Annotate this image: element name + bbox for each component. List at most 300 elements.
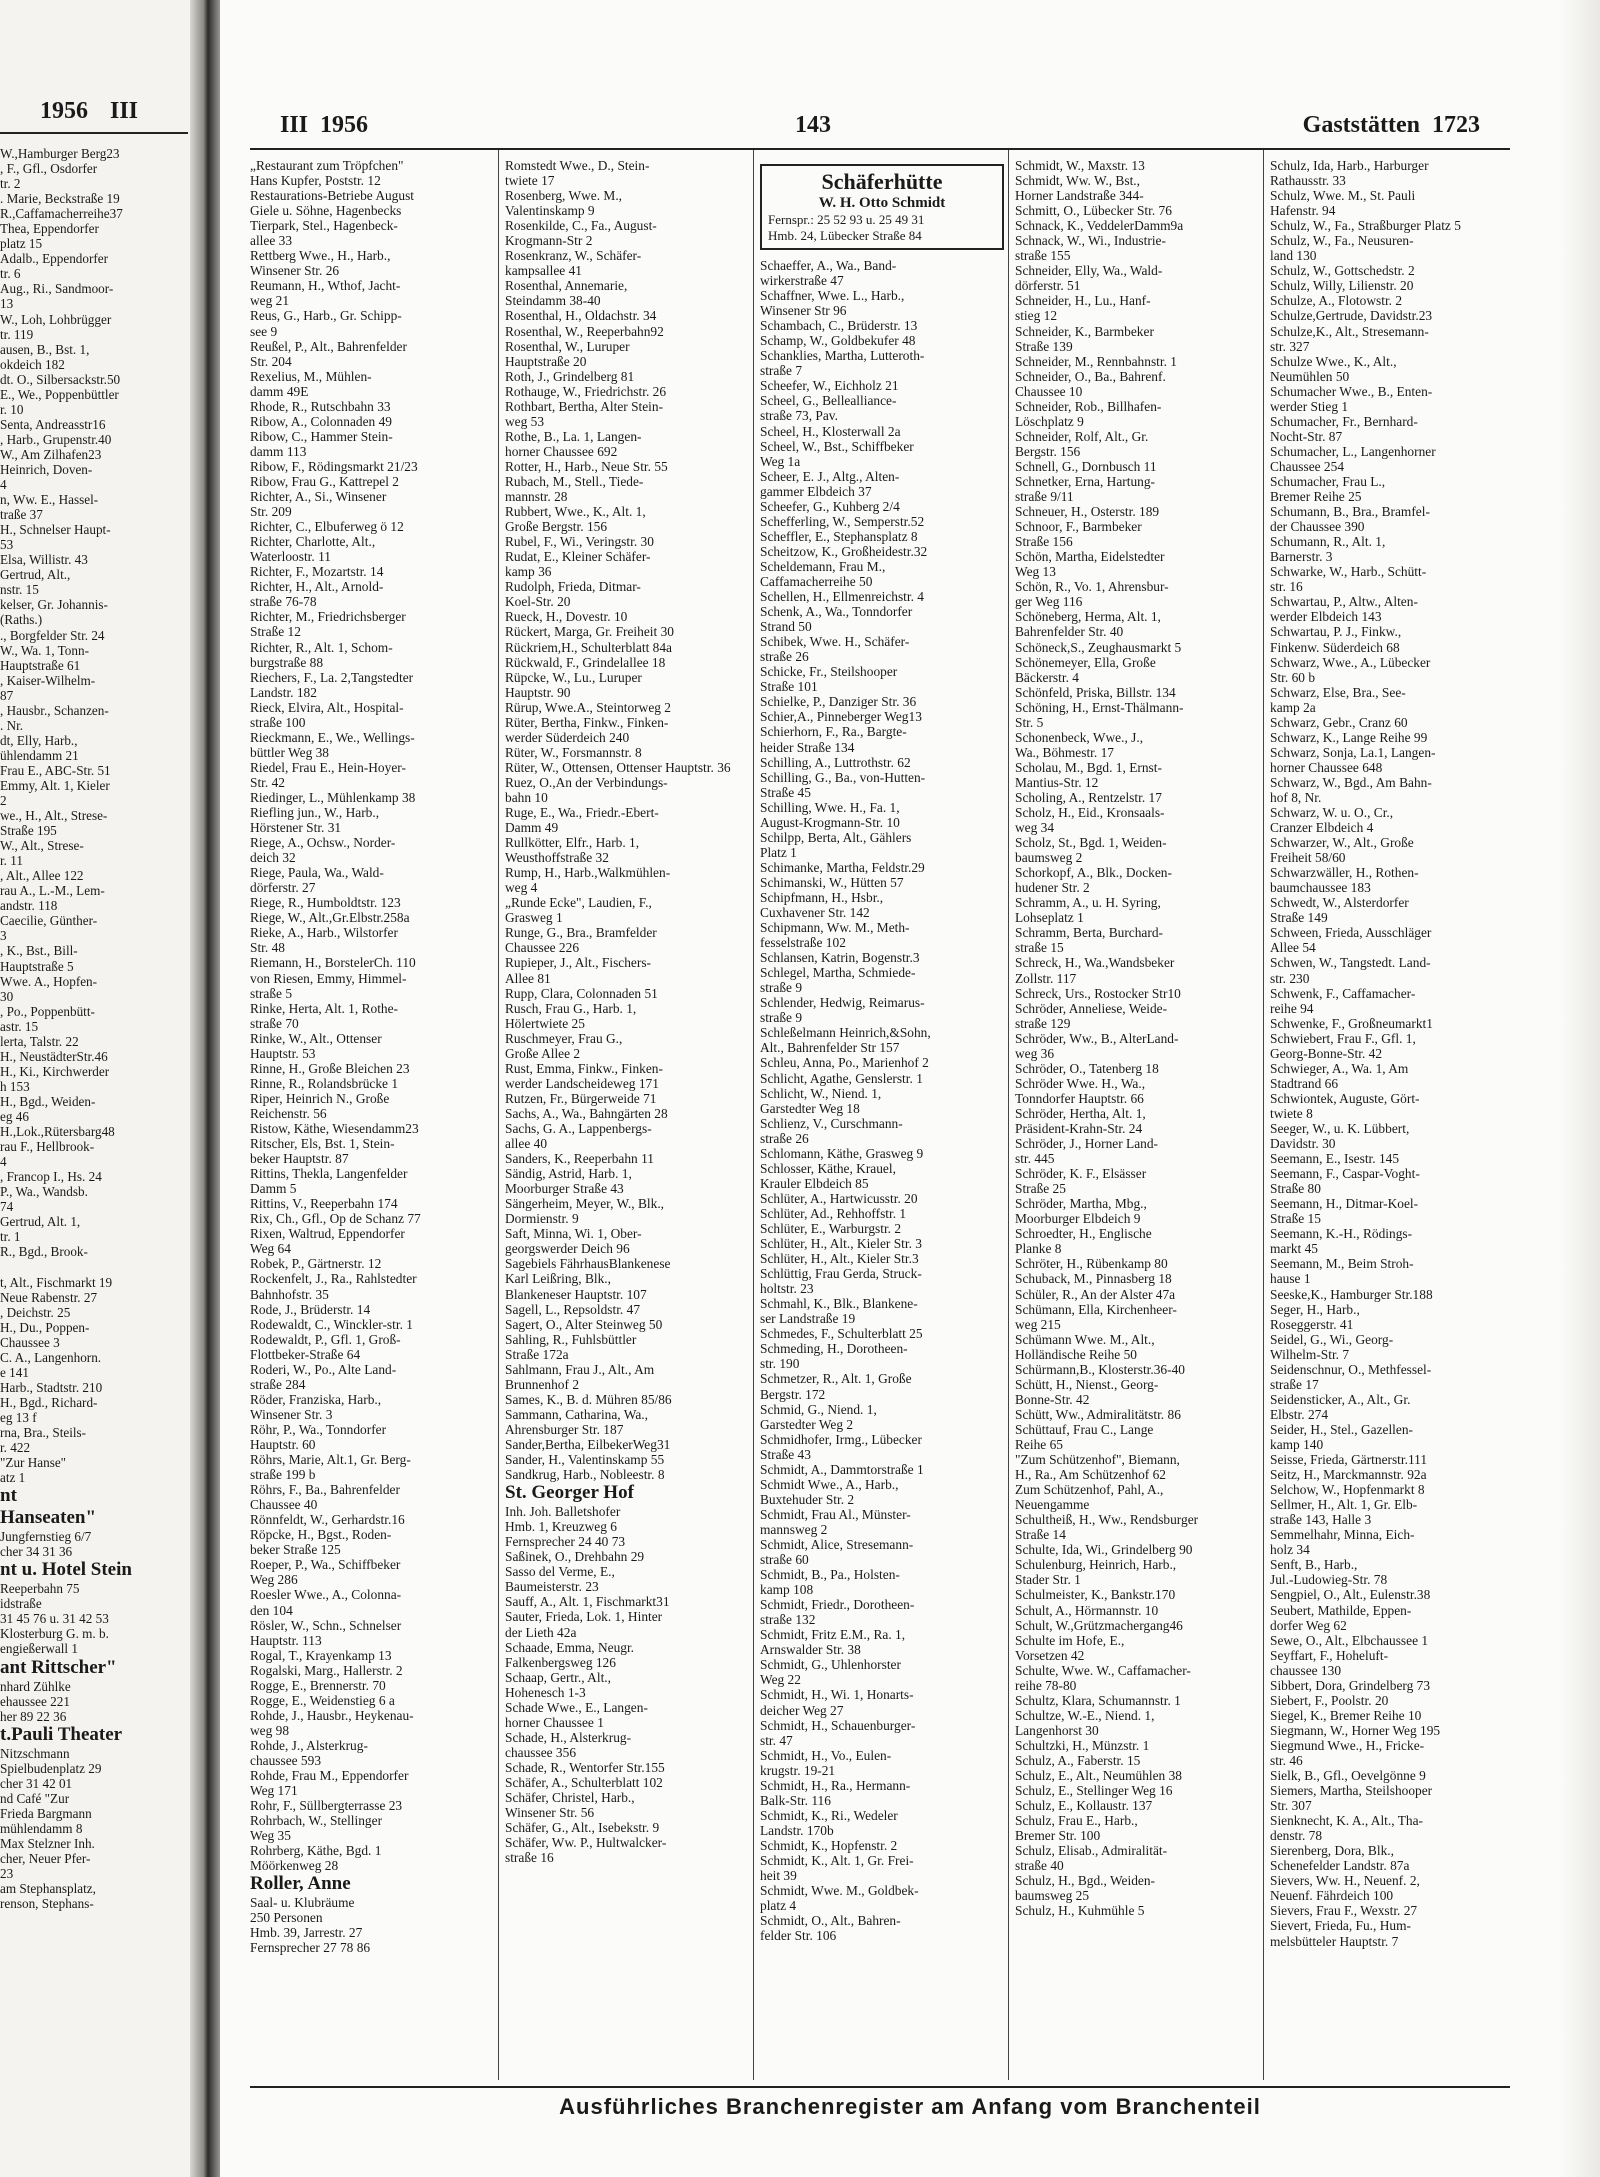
left-page-line: W.,Hamburger Berg23 [0, 146, 120, 161]
listing-line: Scheitzow, K., Großheidestr.32 [760, 543, 928, 559]
listing-line: Straße 156 [1015, 534, 1073, 550]
listing-line: Allee 54 [1270, 940, 1316, 956]
listing-line: Rückriem,H., Schulterblatt 84a [505, 639, 672, 655]
listing-line: Hörstener Str. 31 [250, 820, 342, 836]
left-page-header [40, 98, 154, 125]
listing-line: Weg 22 [760, 1672, 801, 1688]
listing-line: wirkerstraße 47 [760, 273, 844, 289]
left-page-line: "Zur Hanse" [0, 1455, 67, 1471]
listing-line: Schade, R., Wentorfer Str.155 [505, 1759, 665, 1775]
left-page-line: Reeperbahn 75 [0, 1581, 80, 1597]
listing-line: Schulz, W., Gottschedstr. 2 [1270, 263, 1415, 279]
listing-line: Chaussee 254 [1270, 458, 1345, 474]
listing-line: Schwarz, W., Bgd., Am Bahn- [1270, 774, 1432, 790]
listing-line: Seemann, E., Isestr. 145 [1270, 1151, 1400, 1167]
left-page-line: 30 [0, 988, 14, 1004]
listing-line: Rockenfelt, J., Ra., Rahlstedter [250, 1271, 417, 1287]
listing-line: Schulenburg, Heinrich, Harb., [1015, 1557, 1177, 1573]
listing-line: Reumann, H., Wthof, Jacht- [250, 278, 401, 294]
listing-line: Rodewaldt, C., Winckler-str. 1 [250, 1316, 413, 1332]
listing-line: Rosenberg, Wwe. M., [505, 188, 623, 204]
listing-line: Schultheiß, H., Ww., Rendsburger [1015, 1512, 1199, 1528]
column-divider [753, 150, 754, 2080]
listing-line: "Zum Schützenhof", Biemann, [1015, 1452, 1180, 1468]
left-page-line: traße 37 [0, 507, 43, 523]
listing-line: Schmidt, H., Ra., Hermann- [760, 1777, 911, 1793]
listing-line: Rhode, R., Rutschbahn 33 [250, 398, 391, 414]
listing-line: Schröder, Martha, Mbg., [1015, 1196, 1147, 1212]
listing-line: Schulze Wwe., K., Alt., [1270, 353, 1397, 369]
listing-line: Rinne, R., Rolandsbrücke 1 [250, 1075, 399, 1091]
listing-line: Koel-Str. 20 [505, 594, 571, 610]
left-page-line: r. 11 [0, 853, 23, 869]
listing-line: Rogalski, Marg., Hallerstr. 2 [250, 1662, 403, 1678]
left-page-line: am Stephansplatz, [0, 1881, 96, 1897]
listing-line: Seemann, K.-H., Rödings- [1270, 1226, 1413, 1242]
listing-line: Krauler Elbdeich 85 [760, 1175, 869, 1191]
listing-line: Schultz, Klara, Schumannstr. 1 [1015, 1692, 1181, 1708]
left-page-line: , F., Gfl., Osdorfer [0, 161, 98, 177]
left-page-line: , Hausbr., Schanzen- [0, 702, 109, 718]
listing-line: Schmidt, H., Schauenburger- [760, 1717, 916, 1733]
left-page-line: cher 34 31 36 [0, 1544, 73, 1560]
listing-line: Schwiebert, Frau F., Gfl. 1, [1270, 1030, 1416, 1046]
listing-line: ger Weg 116 [1015, 594, 1083, 610]
listing-line: Bergstr. 172 [760, 1386, 826, 1402]
left-page-line: rau F., Hellbrook- [0, 1139, 95, 1155]
listing-line: Schneider, M., Rennbahnstr. 1 [1015, 353, 1177, 369]
listing-line: Schlüter, H., Alt., Kieler Str. 3 [760, 1236, 922, 1252]
left-page-line: 53 [0, 537, 14, 553]
listing-line: Schwenke, F., Großneumarkt1 [1270, 1015, 1433, 1031]
listing-line: weg 34 [1015, 820, 1055, 836]
listing-line: werder Landscheideweg 171 [505, 1075, 659, 1091]
listing-line: Schröder, Ww., B., AlterLand- [1015, 1030, 1179, 1046]
left-page-fragment [0, 0, 190, 2177]
listing-line: Schier,A., Pinneberger Weg13 [760, 709, 922, 725]
listing-line: Schmidt, Alice, Stresemann- [760, 1536, 914, 1552]
left-page-line: Nitzschmann [0, 1745, 70, 1761]
left-page-line: kelser, Gr. Johannis- [0, 597, 108, 613]
listing-line: Schäfer, Christel, Harb., [505, 1790, 635, 1806]
listing-line: twiete 8 [1270, 1105, 1313, 1121]
listing-line: baumsweg 2 [1015, 850, 1083, 866]
listing-line: Richter, Charlotte, Alt., [250, 534, 376, 550]
listing-line: Riedel, Frau E., Hein-Hoyer- [250, 759, 406, 775]
ad-address: Hmb. 24, Lübecker Straße 84 [768, 228, 922, 243]
listing-line: stieg 12 [1015, 308, 1058, 324]
listing-line: Moorburger Straße 43 [505, 1181, 624, 1197]
listing-line: Schilling, A., Luttrothstr. 62 [760, 754, 911, 770]
listing-line: Saft, Minna, Wi. 1, Ober- [505, 1226, 642, 1242]
left-page-line: H., Du., Poppen- [0, 1319, 90, 1335]
listing-line: Schaade, Emma, Neugr. [505, 1639, 635, 1655]
listing-line: Flottbeker-Straße 64 [250, 1346, 361, 1362]
listing-line: straße 100 [250, 714, 306, 730]
listing-line: Schneider, Rolf, Alt., Gr. [1015, 428, 1149, 444]
listing-line: Schulz, Wwe. M., St. Pauli [1270, 188, 1416, 204]
listing-line: Fernsprecher 24 40 73 [505, 1534, 626, 1550]
listing-line: H., Ra., Am Schützenhof 62 [1015, 1467, 1166, 1483]
listing-line: Seider, H., Stel., Gazellen- [1270, 1421, 1413, 1437]
listing-line: Schumacher, Fr., Bernhard- [1270, 413, 1418, 429]
left-page-line: tr. 2 [0, 176, 21, 192]
listing-line: horner Chaussee 1 [505, 1714, 604, 1730]
listing-line: Schröder Wwe. H., Wa., [1015, 1075, 1146, 1091]
listing-line: Scheefer, W., Eichholz 21 [760, 378, 899, 394]
listing-line: Weg 13 [1015, 564, 1056, 580]
left-page-line: rna, Bra., Steils- [0, 1424, 87, 1440]
listing-line: Schmidt, W., Maxstr. 13 [1015, 158, 1145, 173]
column-divider [1008, 150, 1009, 2080]
listing-line: Sierenberg, Dora, Blk., [1270, 1843, 1394, 1859]
left-page-line: nd Café "Zur [0, 1790, 70, 1806]
listing-line: Roseggerstr. 41 [1270, 1316, 1354, 1332]
listing-line: Winsener Str 96 [760, 303, 847, 319]
listing-line: Rothe, B., La. 1, Langen- [505, 428, 642, 444]
listing-line: weg 53 [505, 413, 545, 429]
listing-line: Schlienz, V., Curschmann- [760, 1115, 903, 1131]
left-page-line: e 141 [0, 1364, 29, 1380]
listing-line: Schröder, O., Tatenberg 18 [1015, 1060, 1159, 1076]
listing-line: Schulze,K., Alt., Stresemann- [1270, 323, 1429, 339]
left-page-line: H., NeustädterStr.46 [0, 1048, 108, 1064]
listing-line: Rogge, E., Weidenstieg 6 a [250, 1692, 395, 1708]
listing-line: Sievers, Frau F., Wexstr. 27 [1270, 1903, 1418, 1919]
listing-line: Schwarz, W. u. O., Cr., [1270, 805, 1394, 821]
listing-line: Schmidt, K., Hopfenstr. 2 [760, 1837, 898, 1853]
listing-line: Ahrensburger Str. 187 [505, 1421, 624, 1437]
listing-line: Str. 48 [250, 940, 285, 956]
listing-line: Rettberg Wwe., H., Harb., [250, 248, 391, 264]
listing-line: Sagebiels FährhausBlankenese [505, 1256, 671, 1272]
column-divider [498, 150, 499, 2080]
listing-line: Riper, Heinrich N., Große [250, 1090, 390, 1106]
listing-line: Weg 286 [250, 1572, 298, 1588]
listing-line: Lohseplatz 1 [1015, 910, 1084, 926]
listing-line: Steindamm 38-40 [505, 293, 601, 309]
listing-line: Hauptstr. 60 [250, 1436, 316, 1452]
listing-line: Schulte im Hofe, E., [1015, 1632, 1125, 1648]
left-page-line [0, 1259, 190, 1274]
listing-line: Schneider, O., Ba., Bahrenf. [1015, 368, 1166, 384]
left-page-line: ., Borgfelder Str. 24 [0, 627, 105, 643]
left-page-line: eg 13 f [0, 1409, 37, 1425]
listing-line: Schipmann, Ww. M., Meth- [760, 920, 910, 936]
header-roman: III [280, 112, 309, 138]
listing-line: Möörkenweg 28 [250, 1858, 339, 1874]
listing-line: Schmidt, H., Wi. 1, Honarts- [760, 1687, 914, 1703]
listing-line: Riechers, F., La. 2,Tangstedter [250, 669, 414, 685]
listing-line: Caffamacherreihe 50 [760, 573, 873, 589]
left-page-line: tr. 6 [0, 266, 21, 282]
left-page-line: dt, Elly, Harb., [0, 732, 78, 748]
listing-line: Seidensticker, A., Alt., Gr. [1270, 1391, 1411, 1407]
listing-line: Sammann, Catharina, Wa., [505, 1406, 648, 1422]
listing-line: Buxtehuder Str. 2 [760, 1491, 855, 1507]
left-page-line: Gertrud, Alt., [0, 567, 71, 583]
listing-line: Schulz, Frau E., Harb., [1015, 1813, 1138, 1829]
left-page-line: 3 [0, 928, 7, 944]
listing-line: Große Allee 2 [505, 1045, 581, 1061]
left-page-line: Neue Rabenstr. 27 [0, 1289, 98, 1305]
listing-line: Dormienstr. 9 [505, 1211, 579, 1227]
listing-line: Seeske,K., Hamburger Str.188 [1270, 1286, 1433, 1302]
listing-line: Winsener Str. 3 [250, 1406, 333, 1422]
listing-line: Löschplatz 9 [1015, 413, 1084, 429]
listing-line: Schröder, Anneliese, Weide- [1015, 1000, 1168, 1016]
listing-line: Schuback, M., Pinnasberg 18 [1015, 1271, 1172, 1287]
listing-line: Scheel, H., Klosterwall 2a [760, 423, 901, 439]
left-page-line: r. 422 [0, 1440, 31, 1456]
listing-line: Mantius-Str. 12 [1015, 774, 1099, 790]
left-page-line: nhard Zühlke [0, 1678, 71, 1694]
listing-line: Chaussee 226 [505, 940, 580, 956]
listing-line: Saßinek, O., Drehbahn 29 [505, 1549, 645, 1565]
listing-line: Scholau, M., Bgd. 1, Ernst- [1015, 759, 1162, 775]
listing-line: Weg 64 [250, 1241, 291, 1257]
listing-line: Rupp, Clara, Colonnaden 51 [505, 985, 658, 1001]
listing-line: Roesler Wwe., A., Colonna- [250, 1587, 402, 1603]
listing-line: Schilling, Wwe. H., Fa. 1, [760, 799, 900, 815]
listing-line: Siegel, K., Bremer Reihe 10 [1270, 1707, 1422, 1723]
listing-line: Schulze, A., Flotowstr. 2 [1270, 293, 1403, 309]
left-page-line: R.,Caffamacherreihe37 [0, 206, 123, 222]
left-page-roman: III [110, 98, 139, 124]
page-number: 143 [795, 112, 831, 138]
left-page-line: rau A., L.-M., Lem- [0, 883, 105, 899]
listing-line: werder Elbdeich 143 [1270, 609, 1382, 625]
listing-line: Schambach, C., Brüderstr. 13 [760, 318, 918, 334]
listing-line: Schmedes, F., Schulterblatt 25 [760, 1326, 923, 1342]
listing-line: Sandkrug, Harb., Nobleestr. 8 [505, 1467, 665, 1483]
listing-line: Sames, K., B. d. Mühren 85/86 [505, 1391, 672, 1407]
listing-line: straße 70 [250, 1015, 299, 1031]
listing-line: Wilhelm-Str. 7 [1270, 1346, 1350, 1362]
listing-line: Roller, Anne [250, 1873, 351, 1895]
listing-line: Holländische Reihe 50 [1015, 1346, 1137, 1362]
listing-line: Rathausstr. 33 [1270, 173, 1346, 189]
listing-line: Richter, A., Si., Winsener [250, 489, 387, 505]
listing-line: Rinke, Herta, Alt. 1, Rothe- [250, 1000, 399, 1016]
left-page-line: okdeich 182 [0, 356, 65, 372]
left-page-column [0, 146, 190, 1911]
listing-line: Bergstr. 156 [1015, 443, 1081, 459]
listing-line: Schulz, Ida, Harb., Harburger [1270, 158, 1429, 173]
listing-line: Scheldemann, Frau M., [760, 558, 886, 574]
listing-line: Neuenf. Fährdeich 100 [1270, 1888, 1394, 1904]
listing-line: Schüttauf, Frau C., Lange [1015, 1421, 1154, 1437]
listing-line: Schmidhofer, Irmg., Lübecker [760, 1431, 922, 1447]
listing-line: dorfer Weg 62 [1270, 1617, 1347, 1633]
listing-line: see 9 [250, 323, 278, 339]
listing-column-2 [505, 158, 749, 1865]
listing-line: Senft, B., Harb., [1270, 1557, 1358, 1573]
listing-line: Straße 172a [505, 1346, 569, 1362]
listing-line: Rueck, H., Dovestr. 10 [505, 609, 628, 625]
listing-line: Schwen, W., Tangstedt. Land- [1270, 955, 1431, 971]
listing-line: Schibek, Wwe. H., Schäfer- [760, 634, 910, 650]
listing-line: Tonndorfer Hauptstr. 66 [1015, 1090, 1144, 1106]
listing-line: werder Süderdeich 240 [505, 729, 630, 745]
listing-line: Hafenstr. 94 [1270, 203, 1336, 219]
left-page-line: , Po., Poppenbütt- [0, 1003, 95, 1019]
listing-line: Damm 49 [505, 820, 559, 836]
listing-line: St. Georger Hof [505, 1482, 634, 1504]
listing-line: Hmb. 39, Jarrestr. 27 [250, 1925, 363, 1941]
listing-line: Schmetzer, R., Alt. 1, Große [760, 1371, 912, 1387]
listing-line: Schielke, P., Danziger Str. 36 [760, 694, 917, 710]
listing-line: Röhrs, F., Ba., Bahrenfelder [250, 1482, 400, 1498]
listing-line: denstr. 78 [1270, 1828, 1323, 1844]
listing-line: Weg 1a [760, 453, 801, 469]
left-page-line: nt u. Hotel Stein [0, 1559, 132, 1581]
listing-line: Seubert, Mathilde, Eppen- [1270, 1602, 1412, 1618]
listing-line: Schonenbeck, Wwe., J., [1015, 729, 1144, 745]
listing-line: Schlosser, Käthe, Krauel, [760, 1160, 896, 1176]
left-page-line: , Francop I., Hs. 24 [0, 1169, 102, 1185]
listing-line: kamp 140 [1270, 1436, 1324, 1452]
listing-line: Rupieper, J., Alt., Fischers- [505, 955, 652, 971]
listing-line: Saal- u. Klubräume [250, 1895, 355, 1911]
listing-line: Reihe 65 [1015, 1436, 1063, 1452]
listing-line: dörferstr. 51 [1015, 278, 1081, 294]
listing-line: holz 34 [1270, 1542, 1310, 1558]
listing-line: Schade, H., Alsterkrug- [505, 1729, 632, 1745]
listing-line: Neuengamme [1015, 1497, 1090, 1513]
listing-line: Schlomann, Käthe, Grasweg 9 [760, 1145, 924, 1161]
ad-owner: W. H. Otto Schmidt [818, 195, 946, 211]
listing-line: melsbütteler Hauptstr. 7 [1270, 1933, 1399, 1949]
listing-line: Schulz, A., Faberstr. 15 [1015, 1752, 1141, 1768]
listing-line: Ribow, Frau G., Kattrepel 2 [250, 473, 400, 489]
listing-line: str. 16 [1270, 579, 1303, 595]
listing-line: Schulz, Willy, Lilienstr. 20 [1270, 278, 1414, 294]
listing-column-3 [760, 158, 1004, 1943]
listing-line: beker Hauptstr. 87 [250, 1151, 349, 1167]
listing-line: Riege, W., Alt.,Gr.Elbstr.258a [250, 910, 410, 926]
left-page-line: renson, Stephans- [0, 1896, 94, 1912]
listing-line: Bremer Str. 100 [1015, 1828, 1101, 1844]
listing-line: Rosenkranz, W., Schäfer- [505, 248, 642, 264]
listing-line: straße 16 [505, 1850, 554, 1866]
listing-line: Schwieger, A., Wa. 1, Am [1270, 1060, 1409, 1076]
listing-line: straße 199 b [250, 1467, 316, 1483]
listing-line: Allee 81 [505, 970, 551, 986]
listing-line: Rump, H., Harb.,Walkmühlen- [505, 865, 671, 881]
listing-line: Rosenkilde, C., Fa., August- [505, 218, 657, 234]
listing-line: Schulz, Elisab., Admiralität- [1015, 1843, 1168, 1859]
listing-line: Richter, C., Elbuferweg ö 12 [250, 519, 404, 535]
listing-line: Schmeding, H., Dorotheen- [760, 1341, 908, 1357]
listing-line: Schöneck,S., Zeughausmarkt 5 [1015, 639, 1182, 655]
listing-line: Rieke, A., Harb., Wilstorfer [250, 925, 398, 941]
listing-line: Schümann, Ella, Kirchenheer- [1015, 1301, 1177, 1317]
listing-line: straße 5 [250, 985, 293, 1001]
listing-line: Sievert, Frieda, Fu., Hum- [1270, 1918, 1411, 1934]
listing-line: straße 143, Halle 3 [1270, 1512, 1372, 1528]
listing-line: Schenk, A., Wa., Tonndorfer [760, 604, 913, 620]
listing-line: Bonne-Str. 42 [1015, 1391, 1090, 1407]
listing-line: Schlansen, Katrin, Bogenstr.3 [760, 950, 920, 966]
listing-line: Schenefelder Landstr. 87a [1270, 1858, 1410, 1874]
listing-line: Rix, Ch., Gfl., Op de Schanz 77 [250, 1211, 421, 1227]
listing-line: Rohde, Frau M., Eppendorfer [250, 1768, 409, 1784]
listing-line: Große Bergstr. 156 [505, 519, 608, 535]
listing-line: Schwarz, Sonja, La.1, Langen- [1270, 744, 1436, 760]
listing-line: Schönfeld, Priska, Billstr. 134 [1015, 684, 1176, 700]
left-page-line: (Raths.) [0, 612, 43, 628]
listing-line: Seitz, H., Marckmannstr. 92a [1270, 1467, 1427, 1483]
listing-line: Seemann, H., Ditmar-Koel- [1270, 1196, 1419, 1212]
listing-line: Romstedt Wwe., D., Stein- [505, 158, 650, 173]
listing-line: Rogal, T., Krayenkamp 13 [250, 1647, 392, 1663]
left-page-line: nt [0, 1485, 17, 1507]
listing-line: Schneuer, H., Osterstr. 189 [1015, 504, 1160, 520]
listing-line: Chaussee 40 [250, 1497, 318, 1513]
header-year: 1956 [320, 112, 369, 138]
listing-line: land 130 [1270, 248, 1317, 264]
listing-line: Schnack, W., Wi., Industrie- [1015, 233, 1166, 249]
listing-line: straße 60 [760, 1552, 809, 1568]
left-page-line: H., Bgd., Weiden- [0, 1093, 96, 1109]
listing-line: Neumühlen 50 [1270, 368, 1350, 384]
left-page-line: Wwe. A., Hopfen- [0, 973, 98, 989]
left-page-line: H.,Lok.,Rütersbarg48 [0, 1124, 115, 1140]
listing-line: Schmidt, Ww. W., Bst., [1015, 173, 1140, 189]
listing-line: Rittins, V., Reeperbahn 174 [250, 1196, 398, 1212]
left-page-line: lerta, Talstr. 22 [0, 1033, 79, 1049]
left-page-line: W., Wa. 1, Tonn- [0, 642, 89, 658]
listing-line: Schmidt, G., Uhlenhorster [760, 1657, 901, 1673]
listing-line: Schmidt, Frau Al., Münster- [760, 1506, 911, 1522]
listing-line: straße 7 [760, 363, 803, 379]
listing-line: Schanklies, Martha, Lutteroth- [760, 348, 925, 364]
listing-line: Schönemeyer, Ella, Große [1015, 654, 1156, 670]
listing-line: Davidstr. 30 [1270, 1136, 1336, 1152]
listing-line: Schierhorn, F., Ra., Bargte- [760, 724, 907, 740]
schaeferhuette-ad [760, 164, 1004, 250]
left-page-line: tr. 119 [0, 326, 34, 342]
left-page-line: Frieda Bargmann [0, 1805, 92, 1821]
left-page-line: . Nr. [0, 717, 24, 733]
listing-line: Sievers, Ww. H., Neuenf. 2, [1270, 1873, 1420, 1889]
left-page-line: , Harb., Grupenstr.40 [0, 431, 112, 447]
left-page-line: Adalb., Eppendorfer [0, 251, 109, 267]
left-page-line: Harb., Stadtstr. 210 [0, 1379, 103, 1395]
left-page-line: Heinrich, Doven- [0, 461, 93, 477]
left-page-line: Frau E., ABC-Str. 51 [0, 762, 111, 778]
listing-column-5 [1270, 158, 1514, 1949]
listing-column-4 [1015, 158, 1259, 1918]
listing-line: weg 215 [1015, 1316, 1061, 1332]
listing-line: Seemann, M., Beim Stroh- [1270, 1256, 1414, 1272]
listing-line: straße 284 [250, 1376, 306, 1392]
listing-line: Rürup, Wwe.A., Steintorweg 2 [505, 699, 671, 715]
listing-line: Schnetker, Erna, Hartung- [1015, 473, 1156, 489]
listing-line: kamp 2a [1270, 699, 1316, 715]
listing-line: weg 21 [250, 293, 290, 309]
listing-line: Schaffner, Wwe. L., Harb., [760, 288, 905, 304]
listing-line: Falkenbergsweg 126 [505, 1654, 616, 1670]
listing-line: straße 17 [1270, 1376, 1319, 1392]
listing-line: Winsener Str. 26 [250, 263, 340, 279]
listing-line: Weusthoffstraße 32 [505, 850, 609, 866]
listing-line: straße 40 [1015, 1858, 1064, 1874]
listing-line: Schmahl, K., Blk., Blankene- [760, 1296, 918, 1312]
listing-line: Runge, G., Bra., Bramfelder [505, 925, 657, 941]
listing-line: weg 4 [505, 880, 538, 896]
